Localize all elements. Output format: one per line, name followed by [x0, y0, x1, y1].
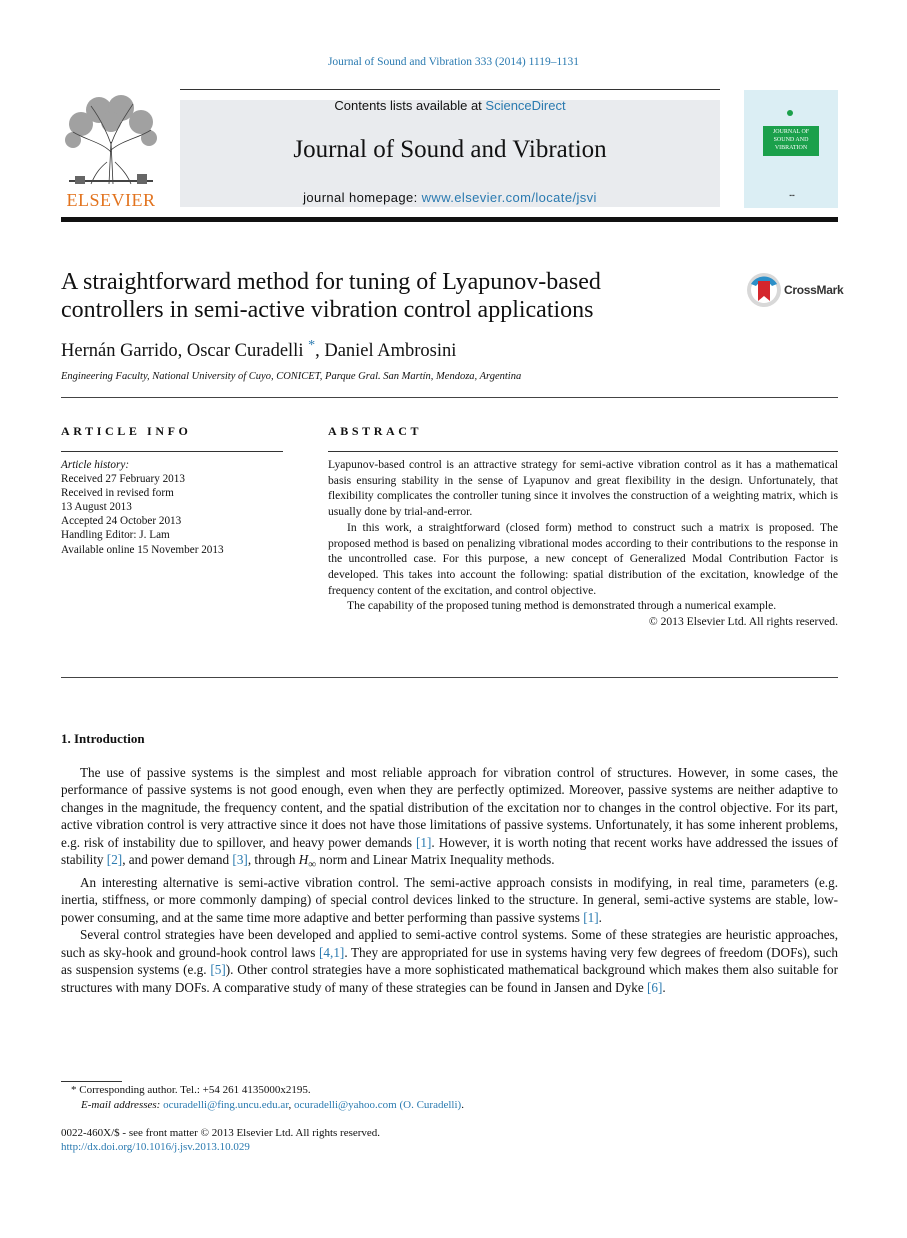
reference-link[interactable]: [6]	[646, 979, 663, 995]
article-title	[61, 268, 701, 324]
crossmark-icon	[746, 272, 782, 308]
reference-link[interactable]: [5]	[210, 962, 226, 978]
article-info-heading: ARTICLE INFO	[61, 424, 192, 438]
history-line: Accepted 24 October 2013	[61, 515, 182, 528]
text-run: The use of passive systems is the simplest and most reliable approach for vibration control of structures. However, in some cases, the performance of passive systems is not good enough, even when they are perfectly optimized. Moreover, passive systems are neither adaptive to changes in the magnitude, the frequency content, and the spatial distribution of the excitation nor to changes in the control objective. For its part, active vibration control is very attractive since it does not have those limitations of passive systems. Unfortunately, it has some inherent problems, e.g. risk of instability due to spillover, and heavy power demands	[61, 765, 838, 850]
text-run: , and power demand	[122, 852, 233, 868]
text-run: norm and Linear Matrix Inequality methods.	[316, 852, 555, 868]
body-paragraph	[61, 926, 838, 996]
body-paragraph	[61, 764, 838, 874]
history-line: Received in revised form	[61, 487, 174, 500]
history-line: 13 August 2013	[61, 501, 132, 514]
reference-link[interactable]: [1]	[416, 834, 432, 850]
math-infinity: ∞	[308, 858, 317, 871]
text-run: Several control strategies have been developed and applied to semi-active control systems. Some of these strategies are heuristic approaches, such as sky-hook and ground-hook control laws	[61, 927, 838, 960]
homepage-link[interactable]: www.elsevier.com/locate/jsvi	[421, 190, 597, 205]
abstract-paragraph: In this work, a straightforward (closed form) method to construct such a matrix is proposed. The proposed method is based on penalizing vibrational modes according to their contributions to the response in the uncontrolled case. For this purpose, a new concept of Generalized Modal Contribution Factor is developed. This takes into account the following: spatial distribution of the excitation, knowledge of the frequency content of the excitation, and control objective.	[328, 520, 838, 597]
abstract-paragraph: Lyapunov-based control is an attractive strategy for semi-active vibration control as it has a mathematical basis ensuring stability in the sense of Lyapunov and great flexibility in the design. Unfortunately, that flexibility complicates the controller tuning since it involves the construction of a weighting matrix, which is usually done by trial-and-error.	[328, 458, 838, 519]
reference-link[interactable]: [3]	[232, 852, 248, 868]
email-footnote	[81, 1099, 464, 1111]
text-run: . However, it is worth noting that recent works have addressed the issues of stability	[61, 834, 838, 868]
reference-link[interactable]: [1]	[583, 909, 599, 925]
math-h: H	[298, 852, 309, 868]
crossmark-label: CrossMark	[784, 283, 844, 297]
history-line: Handling Editor: J. Lam	[61, 529, 170, 542]
sciencedirect-link[interactable]: ScienceDirect	[485, 98, 566, 113]
affiliation: Engineering Faculty, National University of Cuyo, CONICET, Parque Gral. San Martín, Mendoza, Argentina	[61, 371, 522, 382]
journal-citation[interactable]: Journal of Sound and Vibration 333 (2014) 1119–1131	[327, 56, 580, 68]
abstract-paragraph: The capability of the proposed tuning method is demonstrated through a numerical example.	[347, 599, 777, 613]
introduction-body	[61, 764, 838, 996]
article-info-rule	[61, 451, 283, 452]
article-title-line2: controllers in semi-active vibration control applications	[61, 297, 594, 323]
contents-line	[180, 98, 720, 113]
authors-first: Hernán Garrido, Oscar Curadelli	[61, 341, 304, 362]
journal-title: Journal of Sound and Vibration	[293, 136, 607, 163]
issn-line: 0022-460X/$ - see front matter © 2013 Elsevier Ltd. All rights reserved.	[61, 1127, 381, 1139]
email-end: .	[461, 1099, 464, 1111]
contents-prefix: Contents lists available at	[334, 98, 486, 113]
journal-cover-thumbnail[interactable]	[744, 90, 838, 208]
author-list	[61, 338, 456, 362]
text-run: ). Other control strategies have a more sophisticated mathematical background which makes them also suitable for structures with many DOFs. A comparative study of many of these strategies can be found in Jansen and Dyke	[61, 962, 838, 995]
reference-link[interactable]: [4,1]	[319, 944, 345, 960]
history-label: Article history:	[61, 459, 130, 471]
cover-title-text: JOURNAL OF SOUND AND VIBRATION	[772, 129, 810, 151]
crossmark-badge[interactable]	[746, 272, 846, 308]
section-heading-introduction: 1. Introduction	[61, 731, 145, 746]
history-line: Received 27 February 2013	[61, 473, 185, 486]
cover-emblem-icon	[787, 110, 793, 116]
elsevier-wordmark: ELSEVIER	[66, 190, 156, 210]
email-label: E-mail addresses:	[81, 1099, 164, 1111]
text-run: An interesting alternative is semi-active vibration control. The semi-active approach consists in modifying, in real time, parameters (e.g. inertia, stiffness, or more commonly damping) of special control devices linked to the structure. In general, semi-active systems are stable, low-power consuming, and at the same time more adaptive and better performing than passive systems	[61, 875, 838, 925]
title-bottom-rule	[61, 397, 838, 398]
abstract-bottom-rule	[61, 677, 838, 678]
body-paragraph	[61, 874, 838, 926]
abstract-body	[328, 457, 838, 630]
elsevier-tree-icon	[61, 92, 161, 188]
reference-link[interactable]: [2]	[106, 852, 123, 868]
text-run: . They are appropriated for use in systems having very few degrees of freedom (DOFs), such as suspension systems (e.g.	[61, 944, 838, 978]
doi-link[interactable]: http://dx.doi.org/10.1016/j.jsv.2013.10.029	[61, 1141, 250, 1153]
history-line: Available online 15 November 2013	[61, 543, 224, 556]
text-run: , through	[247, 852, 299, 868]
abstract-heading: ABSTRACT	[328, 424, 423, 438]
corresponding-author-footnote: * Corresponding author. Tel.: +54 261 4135000x2195.	[71, 1084, 311, 1096]
email-link[interactable]: ocuradelli@yahoo.com (O. Curadelli)	[294, 1099, 462, 1111]
header-thick-rule	[61, 217, 838, 222]
email-separator: ,	[288, 1099, 295, 1111]
corresponding-author-mark[interactable]: *	[308, 338, 316, 353]
abstract-rule	[328, 451, 838, 452]
authors-last: , Daniel Ambrosini	[315, 341, 457, 362]
text-run: .	[662, 979, 666, 995]
cover-publisher-mark: ▪▪▪	[789, 194, 795, 199]
copyright-notice: © 2013 Elsevier Ltd. All rights reserved.	[648, 615, 838, 629]
text-run: .	[598, 909, 602, 925]
homepage-prefix: journal homepage:	[303, 190, 422, 205]
header-top-rule	[180, 89, 720, 90]
article-history	[61, 458, 291, 557]
journal-homepage	[180, 190, 720, 205]
elsevier-logo[interactable]	[61, 92, 161, 210]
email-link[interactable]: ocuradelli@fing.uncu.edu.ar	[163, 1099, 289, 1111]
footnote-rule	[61, 1081, 122, 1082]
article-title-line1: A straightforward method for tuning of Lyapunov-based	[61, 269, 601, 295]
